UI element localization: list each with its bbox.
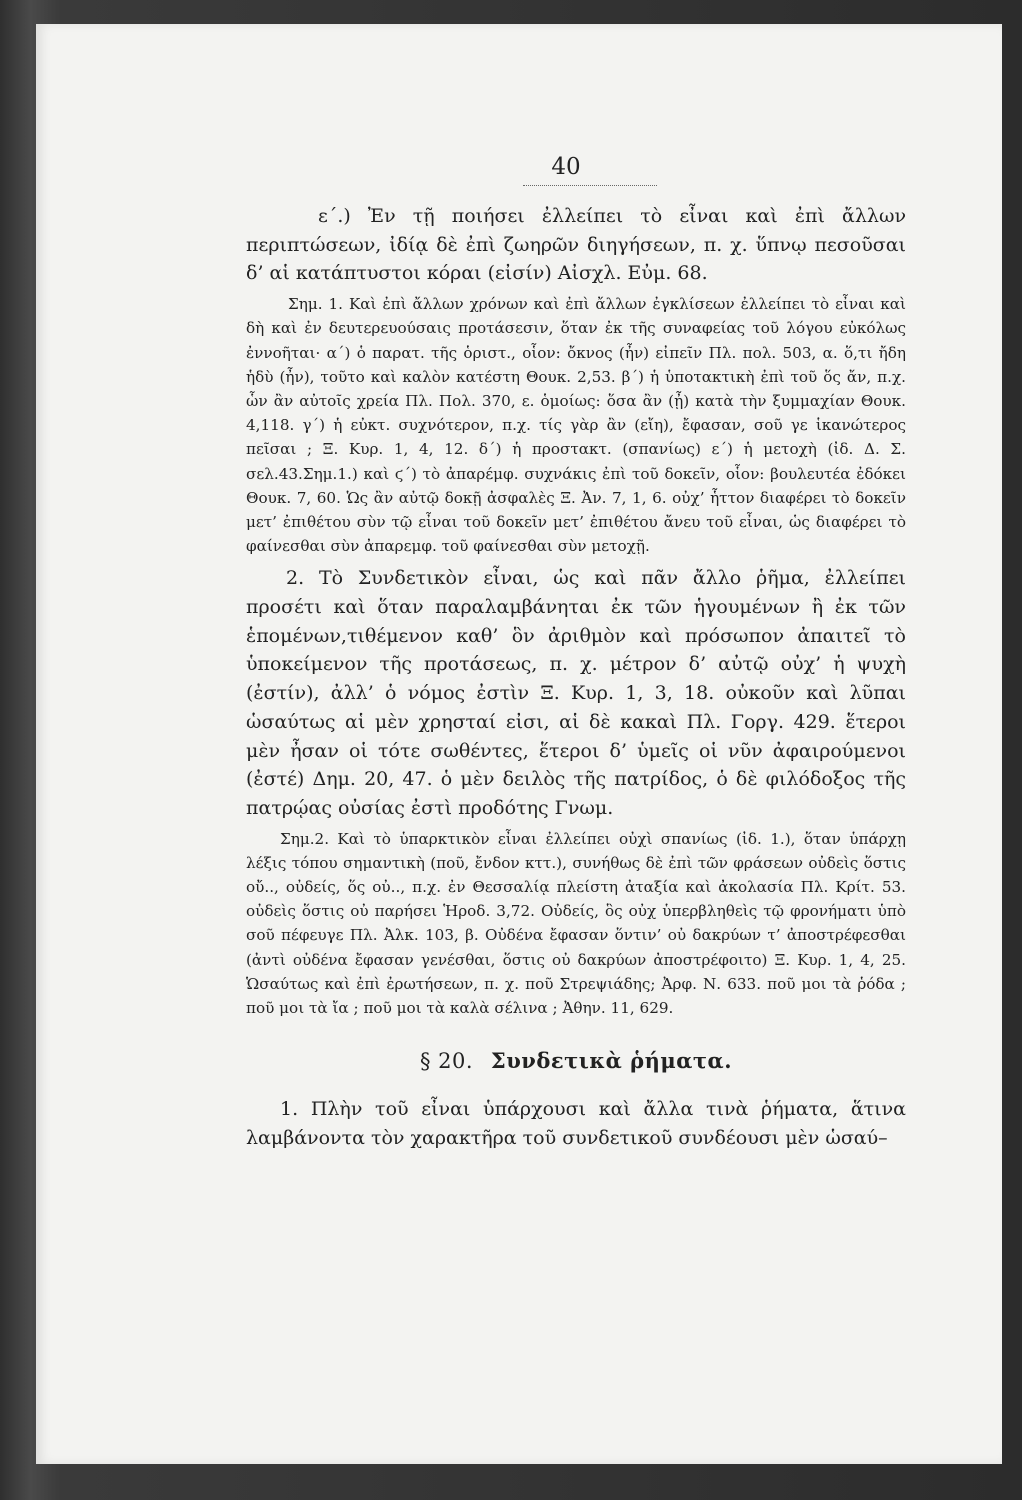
section-heading (246, 1048, 906, 1073)
note-1: Σημ. 1. Καὶ ἐπὶ ἄλλων χρόνων καὶ ἐπὶ ἄλλων ἐγκλίσεων ἐλλείπει τὸ εἶναι καὶ δὴ καὶ ἐν δευτερευούσαις προτάσεσιν, ὅταν ἐκ τῆς συναφείας τοῦ λόγου εὐκόλως ἐννοῆται· α΄) ὁ παρατ. τῆς ὁριστ., οἷον: ὄκνος (ἦν) εἰπεῖν Πλ. πολ. 503, α. ὅ,τι ἤδη ἡδὺ (ἦν), τοῦτο καὶ καλὸν κατέστη Θουκ. 2,53. β΄) ἡ ὑποτακτικὴ ἐπὶ τοῦ ὅς ἄν, π.χ. ὧν ἂν αὐτοῖς χρεία Πλ. Πολ. 370, ε. ὁμοίως: ὅσα ἂν (ᾖ) κατὰ τὴν ξυμμαχίαν Θουκ. 4,118. γ΄) ἡ εὐκτ. συχνότερον, π.χ. τίς γὰρ ἂν (εἴη), ἔφασαν, σοῦ γε ἱκανώτερος πεῖσαι ; Ξ. Κυρ. 1, 4, 12. δ΄) ἡ προστακτ. (σπανίως) ε΄) ἡ μετοχὴ (ἰδ. Δ. Σ. σελ.43.Σημ.1.) καὶ ϛ΄) τὸ ἀπαρέμφ. συχνάκις ἐπὶ τοῦ δοκεῖν, οἷον: βουλευτέα ἐδόκει Θουκ. 7, 60. Ὡς ἂν αὐτῷ δοκῇ ἀσφαλὲς Ξ. Ἀν. 7, 1, 6. οὐχ’ ἧττον διαφέρει τὸ δοκεῖν μετ’ ἐπιθέτου σὺν τῷ εἶναι τοῦ δοκεῖν μετ’ ἐπιθέτου ἄνευ τοῦ εἶναι, ὡς διαφέρει τὸ φαίνεσθαι σὺν ἀπαρεμφ. τοῦ φαίνεσθαι σὺν μετοχῇ. (246, 295, 906, 556)
paragraph-2: 2. Τὸ Συνδετικὸν εἶναι, ὡς καὶ πᾶν ἄλλο ῥῆμα, ἐλλείπει προσέτι καὶ ὅταν παραλαμβάνηται ἐκ τῶν ἡγουμένων ἢ ἐκ τῶν ἑπομένων,τιθέμενον καθ’ ὃν ἀριθμὸν καὶ πρόσωπον ἀπαιτεῖ τὸ ὑποκείμενον τῆς προτάσεως, π. χ. μέτρον δ’ αὐτῷ οὐχ’ ἡ ψυχὴ (ἐστίν), ἀλλ’ ὁ νόμος ἐστὶν Ξ. Κυρ. 1, 3, 18. οὐκοῦν καὶ λῦπαι ὡσαύτως αἱ μὲν χρησταί εἰσι, αἱ δὲ κακαὶ Πλ. Γοργ. 429. ἕτεροι μὲν ἦσαν οἱ τότε σωθέντες, ἕτεροι δ’ ὑμεῖς οἱ νῦν ἀφαιρούμενοι (ἐστέ) Δημ. 20, 47. ὁ μὲν δειλὸς τῆς πατρίδος, ὁ δὲ φιλόδοξος τῆς πατρῴας οὐσίας ἐστὶ προδότης Γνωμ. (246, 567, 906, 819)
section-number: § 20. (419, 1049, 474, 1074)
page-content (246, 202, 906, 1153)
page-number-rule (523, 185, 657, 186)
note-2: Σημ.2. Καὶ τὸ ὑπαρκτικὸν εἶναι ἐλλείπει οὐχὶ σπανίως (ἰδ. 1.), ὅταν ὑπάρχῃ λέξις τόπου σημαντικὴ (ποῦ, ἔνδον κττ.), συνήθως δὲ ἐπὶ τῶν φράσεων οὐδεὶς ὅστις οὔ.., οὐδείς, ὅς οὐ.., π.χ. ἐν Θεσσαλίᾳ πλείστη ἀταξία καὶ ἀκολασία Πλ. Κρίτ. 53. οὐδεὶς ὅστις οὐ παρήσει Ἡροδ. 3,72. Οὐδείς, ὃς οὐχ ὑπερβληθεὶς τῷ φρονήματι ὑπὸ σοῦ πέφευγε Πλ. Ἀλκ. 103, β. Οὐδένα ἔφασαν ὅντιν’ οὐ δακρύων τ’ ἀποστρέφεσθαι (ἀντὶ οὐδένα ἔφασαν γενέσθαι, ὅστις οὐ δακρύων ἀποστρέφοιτο) Ξ. Κυρ. 1, 4, 25. Ὡσαύτως καὶ ἐπὶ ἐρωτήσεων, π. χ. ποῦ Στρεψιάδης; Ἀρφ. Ν. 633. ποῦ μοι τὰ ῥόδα ; ποῦ μοι τὰ ἴα ; ποῦ μοι τὰ καλὰ σέλινα ; Ἀθην. 11, 629. (246, 829, 906, 1018)
section-title: Συνδετικὰ ῥήματα. (490, 1048, 733, 1074)
book-page (36, 24, 1002, 1464)
paragraph-1-section-20: 1. Πλὴν τοῦ εἶναι ὑπάρχουσι καὶ ἄλλα τινὰ ῥήματα, ἅτινα λαμβάνοντα τὸν χαρακτῆρα τοῦ συνδετικοῦ συνδέουσι μὲν ὡσαύ– (246, 1098, 906, 1149)
page-number: 40 (551, 154, 581, 180)
paragraph-e: ε΄.) Ἐν τῇ ποιήσει ἐλλείπει τὸ εἶναι καὶ ἐπὶ ἄλλων περιπτώσεων, ἰδίᾳ δὲ ἐπὶ ζωηρῶν διηγήσεων, π. χ. ὕπνῳ πεσοῦσαι δ’ αἱ κατάπτυστοι κόραι (εἰσίν) Αἰσχλ. Εὐμ. 68. (246, 205, 906, 285)
